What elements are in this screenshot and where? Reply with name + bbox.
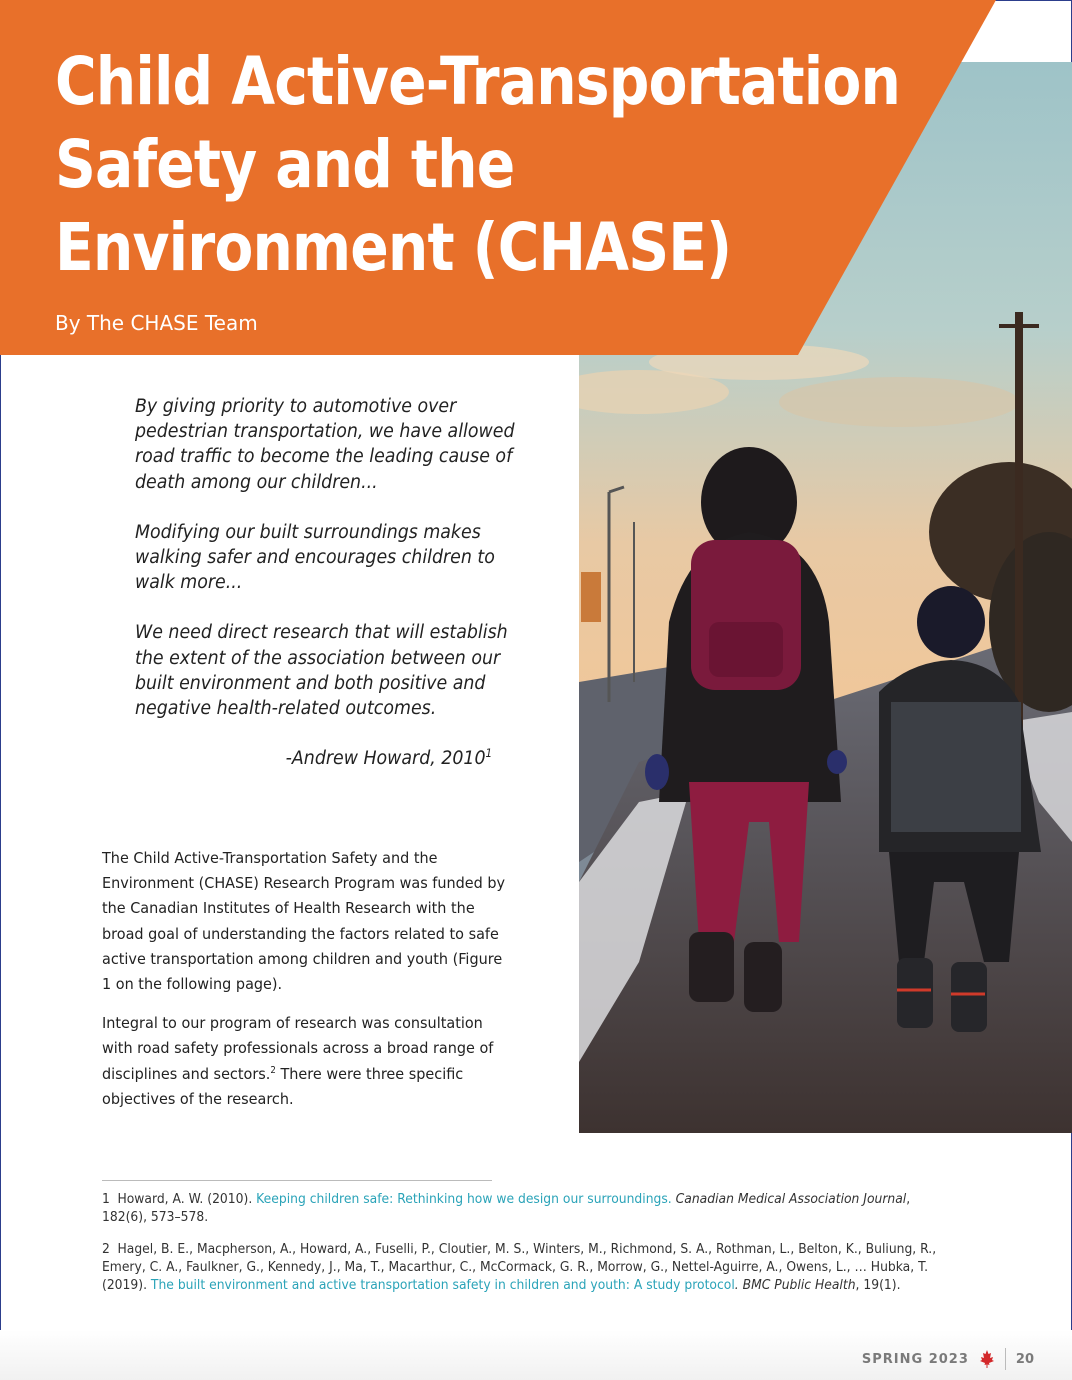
body-paragraph-1: The Child Active-Transportation Safety and the Environment (CHASE) Research Program was funded by the Canadian Institutes of Health Research with the broad goal of understanding the factors related to safe active transportation among children and youth (Figure 1 on the following page). [102,849,506,994]
body-paragraph-2 [102,1011,511,1112]
title-line-3: Environment (CHASE) [55,209,732,286]
body-paragraph-2-end: There were three specific objectives of the research. [102,1064,464,1108]
footnote-1 [102,1191,938,1228]
footnote-2 [102,1241,938,1296]
footnote-authors: Hagel, B. E., Macpherson, A., Howard, A., Fuselli, P., Cloutier, M. S., Winters, M., Richmond, S. A., Rothman, L., Belton, K., Buliung, R., Emery, C. A., Faulkner, G., Kennedy, J., Ma, T., Macarthur, C., McCormack, G. R., Morrow, G., Nettel-Aguirre, A., Owens, L., … Hubka, T. (2019). [102,1241,937,1294]
footnote-journal: . BMC Public Health [734,1278,856,1294]
body-footnote-ref-2[interactable]: 2 [270,1064,276,1076]
footnote-number: 1 [102,1192,110,1207]
footer-edition: SPRING 2023 [861,1351,969,1367]
title-line-2: Safety and the [55,126,515,203]
footnotes [102,1191,982,1308]
footnote-journal: Canadian Medical Association Journal [671,1192,907,1207]
footnote-citation-rest: , 19(1). [855,1278,901,1294]
footer-divider [1005,1348,1006,1370]
quote-attribution [135,746,492,771]
footnote-divider [102,1180,492,1181]
footnote-number: 2 [102,1241,110,1257]
attribution-text: -Andrew Howard, 2010 [285,748,486,770]
footnote-authors: Howard, A. W. (2010). [117,1192,257,1207]
title-line-1: Child Active-Transportation [55,43,901,120]
quote-paragraph-2: Modifying our built surroundings makes walking safer and encourages children to walk more... [135,521,495,594]
footnote-link[interactable]: Keeping children safe: Rethinking how we design our surroundings. [256,1192,672,1207]
body-paragraph-2-start: Integral to our program of research was consultation with road safety professionals across a broad range of disciplines and sectors. [102,1014,494,1083]
footnote-citation-rest: , 182(6), 573–578. [102,1192,911,1226]
article-title [55,40,901,289]
quote-paragraph-1: By giving priority to automotive over pedestrian transportation, we have allowed road traffic to become the leading cause of death among our children... [135,396,515,493]
byline: By The CHASE Team [55,311,258,335]
attribution-footnote-ref[interactable]: 1 [485,747,493,761]
footnote-link[interactable]: The built environment and active transportation safety in children and youth: A study protocol [150,1278,735,1294]
page-footer [862,1348,1034,1370]
maple-leaf-icon [979,1349,995,1369]
pull-quote [135,394,525,796]
quote-paragraph-3: We need direct research that will establish the extent of the association between our built environment and both positive and negative health-related outcomes. [135,622,508,720]
article-body [102,846,522,1126]
page-number: 20 [1015,1351,1034,1367]
